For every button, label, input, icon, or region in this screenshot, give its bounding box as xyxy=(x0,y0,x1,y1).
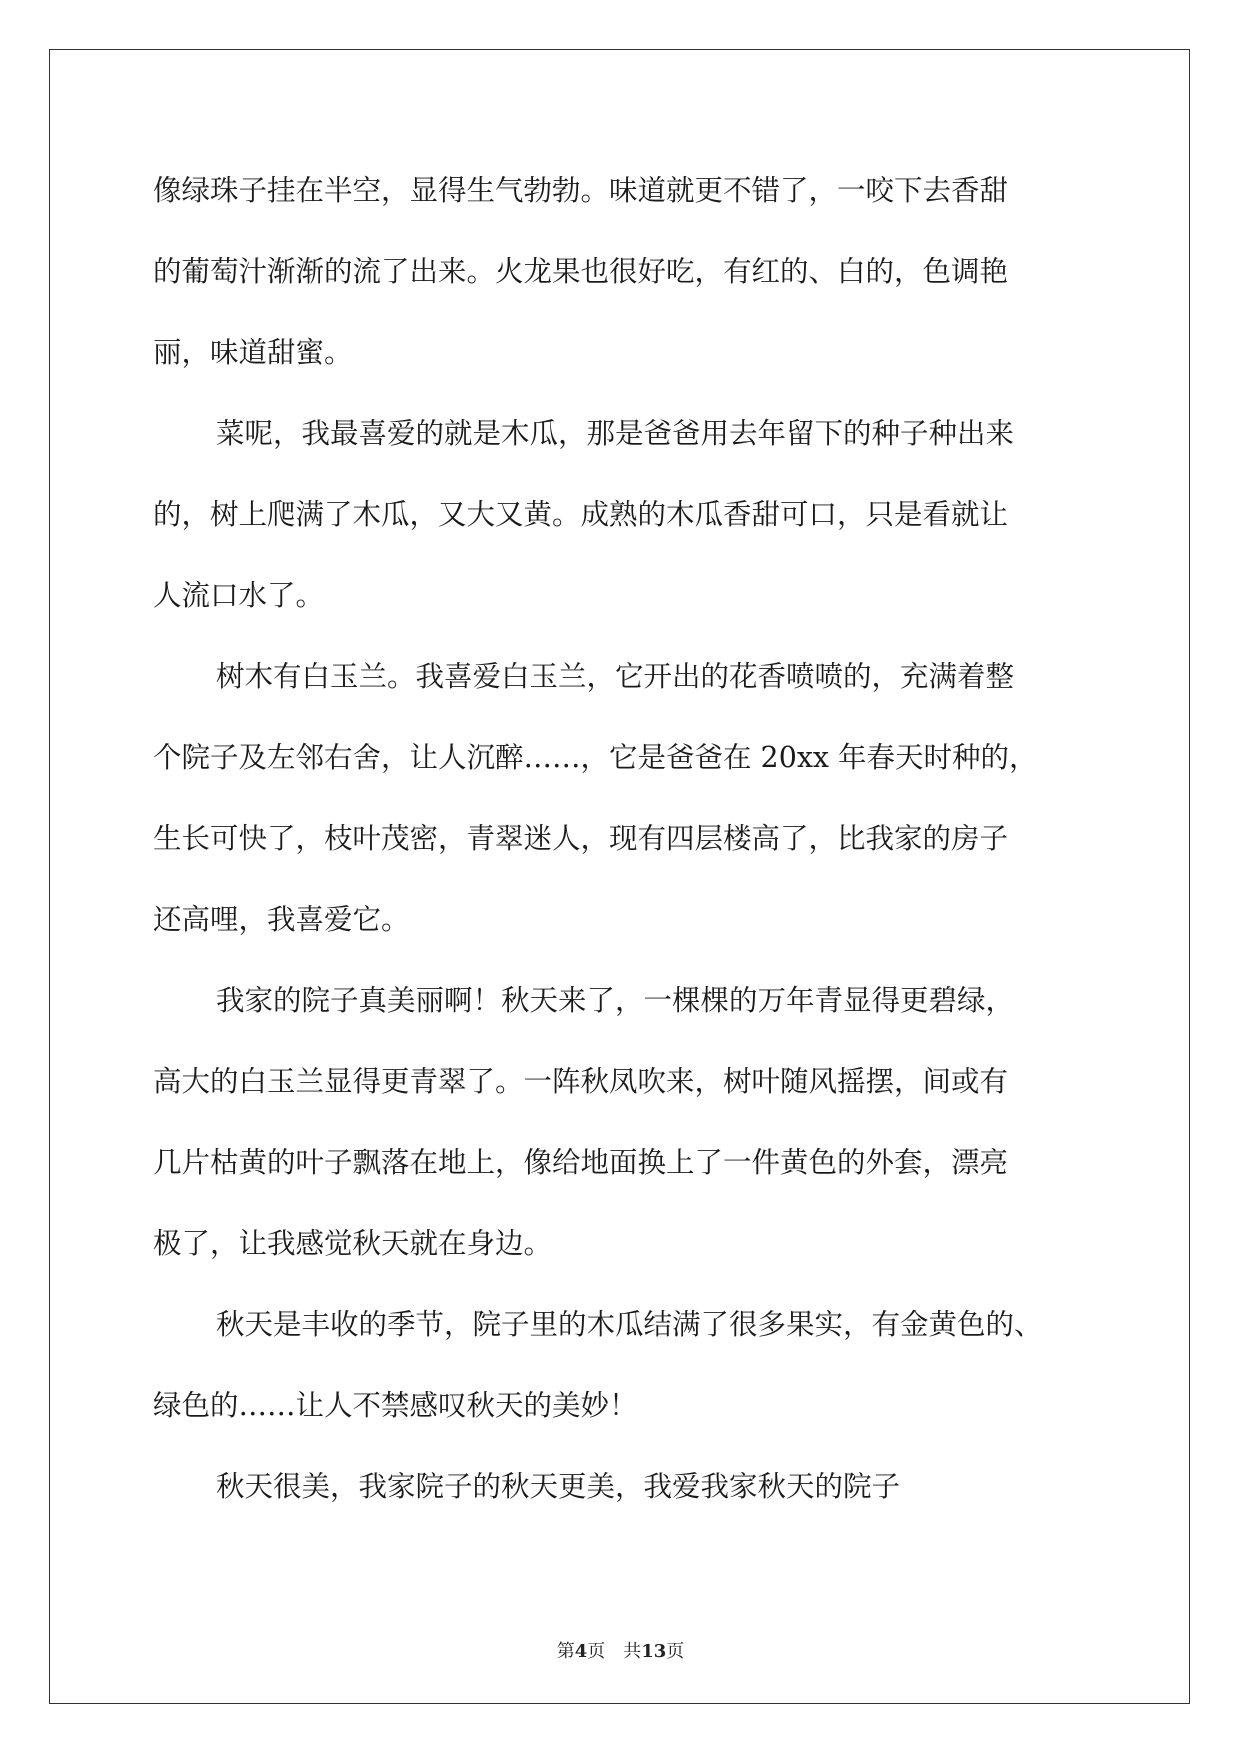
text-line: 丽，味道甜蜜。 xyxy=(153,336,353,369)
text-line: 还高哩，我喜爱它。 xyxy=(153,903,410,936)
total-pages: 13 xyxy=(641,1641,667,1662)
page-label-prefix: 第 xyxy=(556,1641,575,1662)
total-label-suffix: 页 xyxy=(666,1641,685,1662)
text-line: 极了，让我感觉秋天就在身边。 xyxy=(153,1227,553,1260)
page-number: 4 xyxy=(574,1641,588,1662)
text-line: 的葡萄汁渐渐的流了出来。火龙果也很好吃，有红的、白的，色调艳 xyxy=(153,255,1009,288)
text-line: 几片枯黄的叶子飘落在地上，像给地面换上了一件黄色的外套，漂亮 xyxy=(153,1146,1009,1179)
text-line: 个院子及左邻右舍，让人沉醉……，它是爸爸在 20xx 年春天时种的， xyxy=(153,741,1038,774)
total-label-prefix: 共 xyxy=(623,1641,642,1662)
text-line: 绿色的……让人不禁感叹秋天的美妙！ xyxy=(153,1389,638,1422)
text-line: 树木有白玉兰。我喜爱白玉兰，它开出的花香喷喷的，充满着整 xyxy=(216,660,1015,693)
text-line: 秋天是丰收的季节，院子里的木瓜结满了很多果实，有金黄色的、 xyxy=(216,1308,1043,1341)
text-line: 生长可快了，枝叶茂密，青翠迷人，现有四层楼高了，比我家的房子 xyxy=(153,822,1009,855)
page-label-suffix: 页 xyxy=(587,1641,606,1662)
text-line: 高大的白玉兰显得更青翠了。一阵秋凤吹来，树叶随风摇摆，间或有 xyxy=(153,1065,1009,1098)
text-line: 像绿珠子挂在半空，显得生气勃勃。味道就更不错了，一咬下去香甜 xyxy=(153,174,1009,207)
text-line: 菜呢，我最喜爱的就是木瓜，那是爸爸用去年留下的种子种出来 xyxy=(216,417,1015,450)
page-footer xyxy=(0,1637,1241,1663)
text-line: 的，树上爬满了木瓜，又大又黄。成熟的木瓜香甜可口，只是看就让 xyxy=(153,498,1009,531)
text-line: 秋天很美，我家院子的秋天更美，我爱我家秋天的院子 xyxy=(216,1470,901,1503)
text-line: 人流口水了。 xyxy=(153,579,325,612)
text-line: 我家的院子真美丽啊！秋天来了，一棵棵的万年青显得更碧绿， xyxy=(216,984,1015,1017)
page-border xyxy=(49,49,1190,1704)
